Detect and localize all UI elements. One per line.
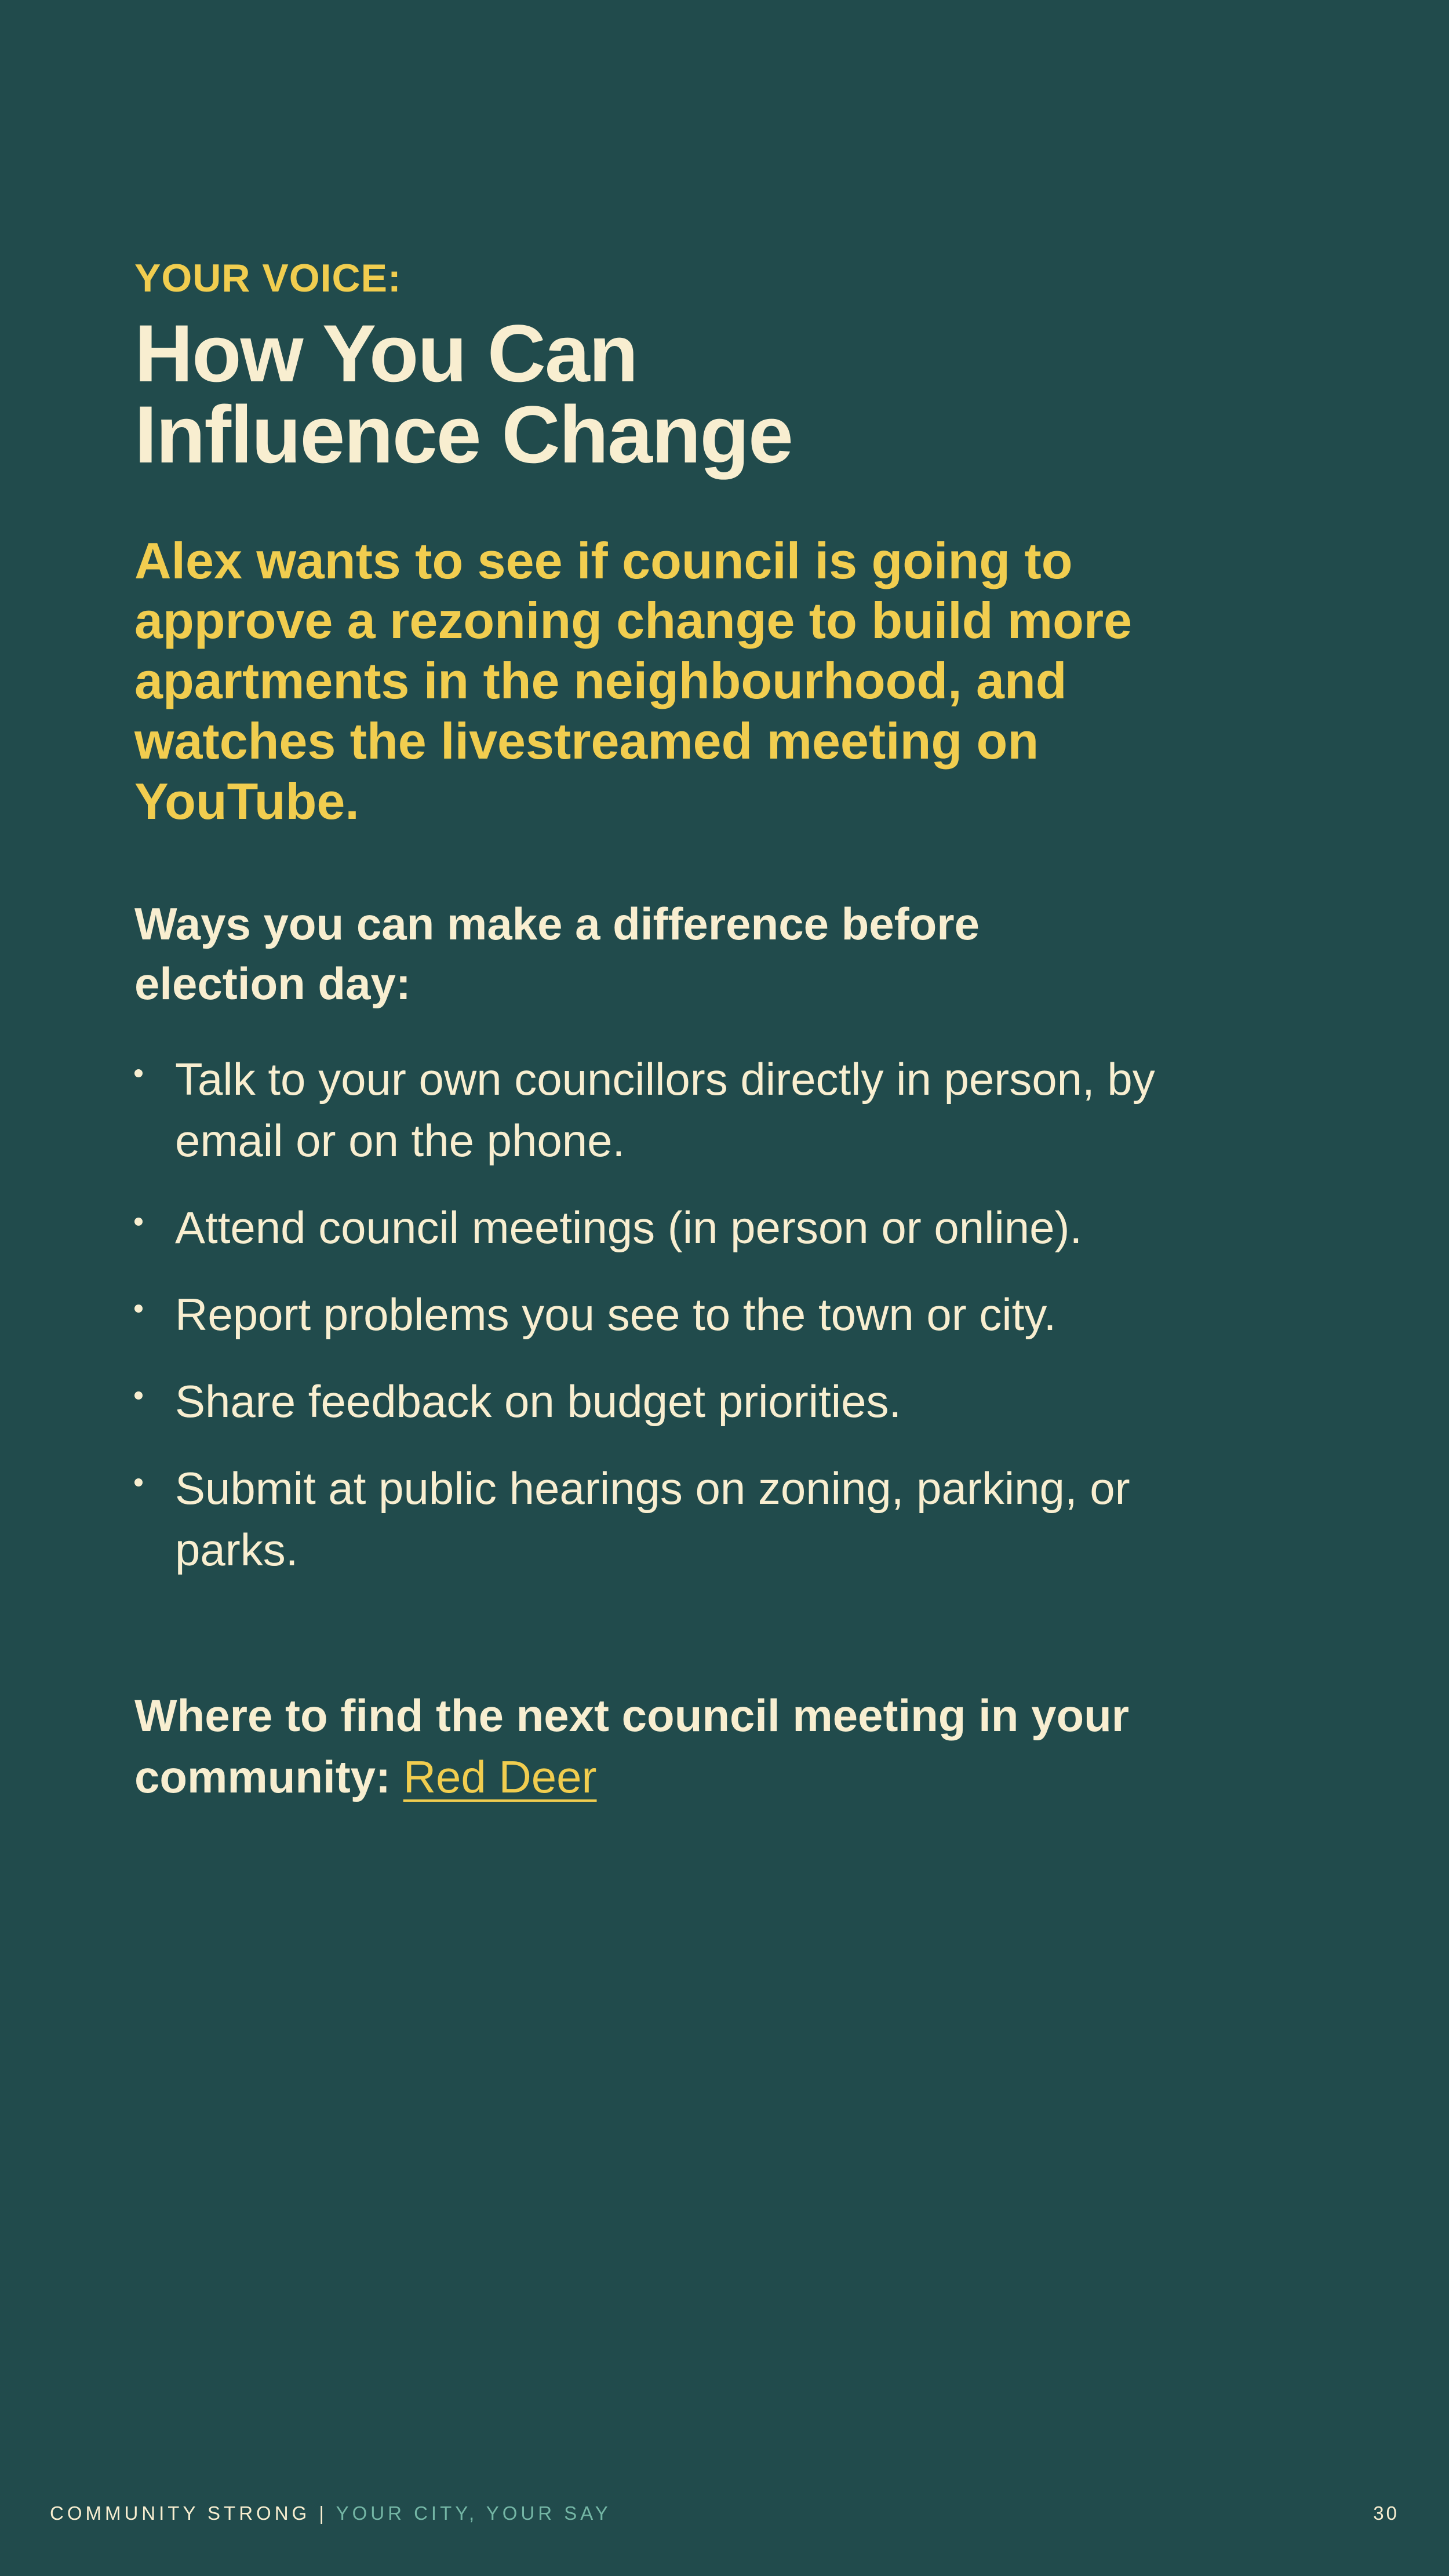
bullet-icon bbox=[134, 1305, 143, 1313]
find-meeting-label: Where to find the next council meeting in your community: bbox=[134, 1690, 1130, 1803]
list-item-text: Submit at public hearings on zoning, parking, or parks. bbox=[175, 1463, 1130, 1576]
footer-separator: | bbox=[319, 2502, 327, 2524]
page-title-line-1: How You Can bbox=[134, 307, 638, 399]
find-meeting-paragraph bbox=[134, 1685, 1236, 1808]
list-item bbox=[134, 1284, 1236, 1345]
list-item bbox=[134, 1371, 1236, 1432]
red-deer-link[interactable]: Red Deer bbox=[403, 1751, 597, 1803]
bullet-icon bbox=[134, 1391, 143, 1400]
list-item bbox=[134, 1197, 1236, 1258]
footer-tagline: YOUR CITY, YOUR SAY bbox=[336, 2502, 611, 2524]
lead-paragraph: Alex wants to see if council is going to approve a rezoning change to build more apartments in the neighbourhood, and watches the livestreamed meeting on YouTube. bbox=[134, 531, 1133, 830]
ways-subheading: Ways you can make a difference before election day: bbox=[134, 898, 980, 1009]
page-footer bbox=[50, 2502, 1399, 2531]
page-title bbox=[134, 307, 1236, 480]
footer-branding bbox=[50, 2502, 611, 2524]
list-item bbox=[134, 1048, 1236, 1171]
bullet-icon bbox=[134, 1478, 143, 1486]
page-title-line-2: Influence Change bbox=[134, 388, 792, 480]
section-eyebrow: YOUR VOICE: bbox=[134, 256, 402, 300]
list-item-text: Share feedback on budget priorities. bbox=[175, 1375, 902, 1427]
page-number: 30 bbox=[1373, 2502, 1399, 2524]
list-item bbox=[134, 1458, 1236, 1580]
list-item-text: Report problems you see to the town or city. bbox=[175, 1288, 1057, 1340]
footer-brand: COMMUNITY STRONG bbox=[50, 2502, 311, 2524]
bullet-icon bbox=[134, 1218, 143, 1226]
bullet-icon bbox=[134, 1069, 143, 1077]
ways-list bbox=[134, 1048, 1236, 1581]
list-item-text: Attend council meetings (in person or online). bbox=[175, 1201, 1083, 1253]
page-content bbox=[134, 255, 1236, 1853]
list-item-text: Talk to your own councillors directly in person, by email or on the phone. bbox=[175, 1053, 1155, 1166]
